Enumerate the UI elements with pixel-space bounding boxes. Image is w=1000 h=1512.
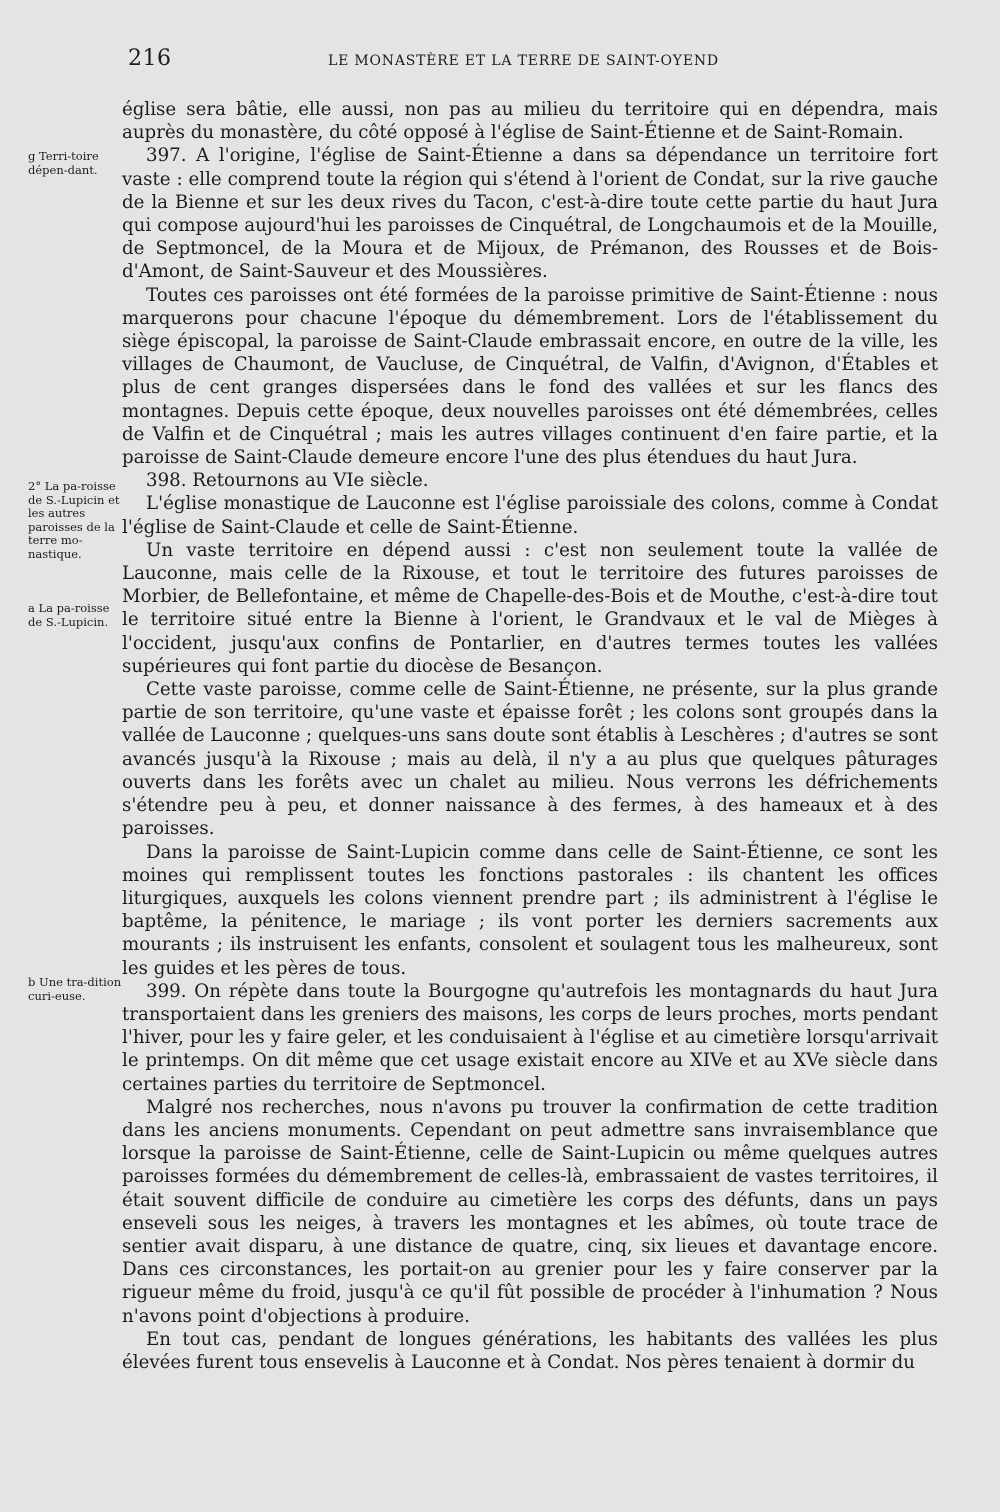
margin-note-tradition: b Une tra-dition curi-euse. [28, 975, 122, 1003]
paragraph: 397. A l'origine, l'église de Saint-Étienne a dans sa dépendance un territoire fort vaste : elle comprend toute la région qui s'étend à l'orient de Condat, sur la rive gauche de la Bienne et sur les deux rives du Tacon, c'est-à-dire toute cette partie du haut Jura qui compose aujourd'hui les paroisses de Cinquétral, de Longchaumois et de la Mouille, de Septmoncel, de la Moura et de Mijoux, de Prémanon, des Rousses et de Bois-d'Amont, de Saint-Sauveur et des Moussières. [122, 145, 938, 283]
margin-note-autres-paroisses: 2° La pa-roisse de S.-Lupicin et les autres paroisses de la terre mo-nastique. [28, 479, 120, 561]
margin-note-saint-lupicin: a La pa-roisse de S.-Lupicin. [28, 601, 110, 629]
paragraph: En tout cas, pendant de longues générations, les habitants des vallées les plus élevées furent tous ensevelis à Lauconne et à Condat. Nos pères tenaient à dormir du [122, 1328, 938, 1373]
page-number: 216 [128, 46, 172, 71]
main-text [122, 98, 938, 1374]
paragraph: L'église monastique de Lauconne est l'église paroissiale des colons, comme à Condat l'église de Saint-Claude et celle de Saint-Étienne. [122, 493, 938, 538]
paragraph: Malgré nos recherches, nous n'avons pu trouver la confirmation de cette tradition dans les anciens monuments. Cependant on peut admettre sans invraisemblance que lorsque la paroisse de Saint-Étienne, celle de Saint-Lupicin ou même quelques autres paroisses formées du démembrement de celles-là, embrassaient de vastes territoires, il était souvent difficile de conduire au cimetière les corps des défunts, dans un pays enseveli sous les neiges, à travers les montagnes et les abîmes, où toute trace de sentier avait disparu, à une distance de quatre, cinq, six lieues et davantage encore. Dans ces circonstances, les portait-on au grenier pour les y faire conserver par la rigueur même du froid, jusqu'à ce qu'il fût possible de procéder à l'inhumation ? Nous n'avons point d'objections à produire. [122, 1096, 938, 1327]
paragraph: 399. On répète dans toute la Bourgogne qu'autrefois les montagnards du haut Jura transportaient dans les greniers des maisons, les corps de leurs proches, morts pendant l'hiver, pour les y faire geler, et les conduisaient à l'église et au cimetière lorsqu'arrivait le printemps. On dit même que cet usage existait encore au XIVe et au XVe siècle dans certaines parties du territoire de Septmoncel. [122, 980, 938, 1095]
paragraph: 398. Retournons au VIe siècle. [146, 470, 429, 492]
margin-note-territoire: g Terri-toire dépen-dant. [28, 149, 99, 177]
running-title: LE MONASTÈRE ET LA TERRE DE SAINT-OYEND [328, 53, 719, 69]
paragraph: église sera bâtie, elle aussi, non pas au milieu du territoire qui en dépendra, mais auprès du monastère, du côté opposé à l'église de Saint-Étienne et de Saint-Romain. [122, 99, 938, 144]
paragraph: Un vaste territoire en dépend aussi : c'est non seulement toute la vallée de Lauconne, mais celle de la Rixouse, et tout le territoire des futures paroisses de Morbier, de Bellefontaine, et même de Chapelle-des-Bois et de Mouthe, c'est-à-dire tout le territoire situé entre la Bienne à l'orient, le Grandvaux et le val de Mièges à l'occident, jusqu'aux confins de Pontarlier, en d'autres termes toutes les vallées supérieures qui font partie du diocèse de Besançon. [122, 539, 938, 677]
paragraph: Toutes ces paroisses ont été formées de la paroisse primitive de Saint-Étienne : nous marquerons pour chacune l'époque du démembrement. Lors de l'établissement du siège épiscopal, la paroisse de Saint-Claude embrassait encore, en outre de la ville, les villages de Chaumont, de Vaucluse, de Cinquétral, de Valfin, d'Avignon, d'Étables et plus de cent granges dispersées dans le fond des vallées et sur les flancs des montagnes. Depuis cette époque, deux nouvelles paroisses ont été démembrées, celles de Valfin et de Cinquétral ; mais les autres villages continuent d'en faire partie, et la paroisse de Saint-Claude demeure encore l'une des plus étendues du haut Jura. [122, 284, 938, 469]
paragraph: Cette vaste paroisse, comme celle de Saint-Étienne, ne présente, sur la plus grande partie de son territoire, qu'une vaste et épaisse forêt ; les colons sont groupés dans la vallée de Lauconne ; quelques-uns sans doute sont établis à Leschères ; d'autres se sont avancés jusqu'à la Rixouse ; mais au delà, il n'y a au plus que quelques pâturages ouverts dans les forêts avec un chalet au milieu. Nous verrons les défrichements s'étendre peu à peu, et donner naissance à des fermes, à des hameaux et à des paroisses. [122, 679, 938, 840]
paragraph: Dans la paroisse de Saint-Lupicin comme dans celle de Saint-Étienne, ce sont les moines qui remplissent toutes les fonctions pastorales : ils chantent les offices liturgiques, auxquels les colons viennent prendre part ; ils administrent à l'église le baptême, la pénitence, le mariage ; ils vont porter les derniers sacrements aux mourants ; ils instruisent les enfants, consolent et soulagent tous les malheureux, sont les guides et les pères de tous. [122, 841, 938, 979]
page-header [128, 44, 938, 80]
